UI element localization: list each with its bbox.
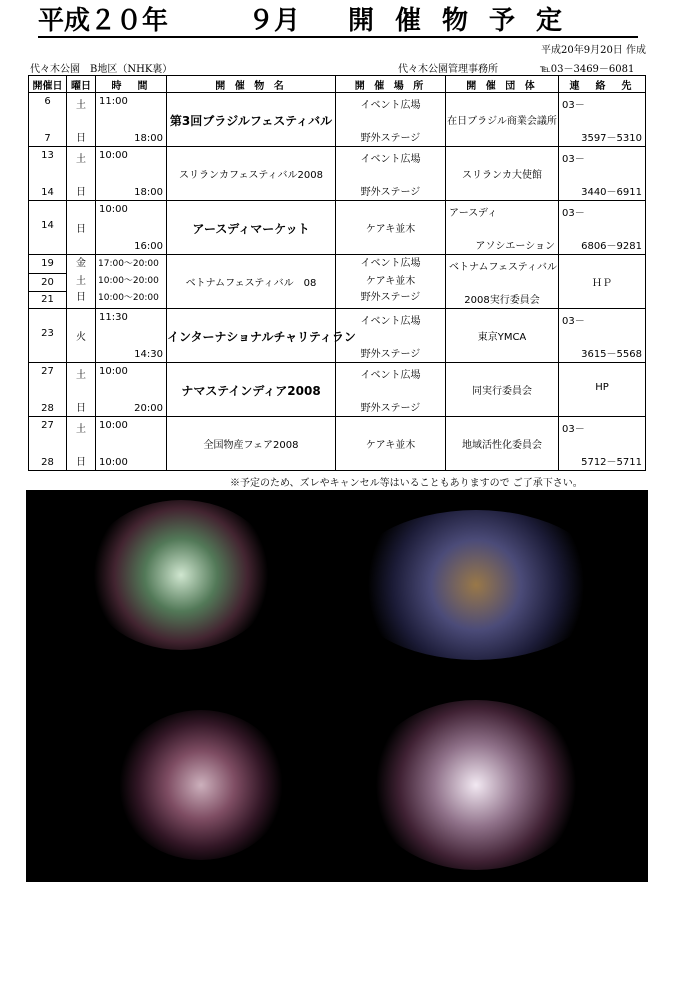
venue: 野外ステージ [360, 133, 421, 144]
table-row [29, 201, 646, 255]
time-range: 17:00～20:00 [98, 259, 159, 269]
contact-hp: ＨＰ [592, 278, 612, 289]
date: 20 [29, 274, 66, 292]
date-start: 27 [41, 366, 54, 377]
venue: ケアキ並木 [365, 224, 416, 235]
time-start: 10:00 [99, 204, 128, 215]
organizer: アースディ [449, 208, 498, 219]
organizer: 在日ブラジル商業会議所 [447, 116, 557, 127]
contact-prefix: 03－ [562, 208, 585, 219]
firework-burst-blue [346, 510, 606, 660]
title-label: 開催物予定 [348, 6, 584, 36]
park-name: 代々木公園 B地区（NHK裏） [30, 64, 173, 75]
time-start: 10:00 [99, 420, 128, 431]
weekday: 火 [76, 332, 86, 343]
column-header: 開 催 団 体 [446, 76, 559, 93]
office-name: 代々木公園管理事務所 [398, 64, 498, 75]
contact-number: 6806－9281 [581, 241, 642, 252]
table-header-row [29, 76, 646, 93]
contact-prefix: 03－ [562, 100, 585, 111]
date-end: 28 [41, 457, 54, 468]
event-name: スリランカフェスティバル2008 [179, 170, 323, 181]
date-end: 28 [41, 403, 54, 414]
date: 19 [29, 255, 66, 274]
title-era-year: 平成２０年 [38, 6, 169, 36]
page-title [38, 6, 638, 38]
contact-number: 5712－5711 [581, 457, 642, 468]
disclaimer-note: ※予定のため、ズレやキャンセル等はいることもありますので ご了承下さい。 [230, 478, 583, 489]
contact-hp: HP [595, 382, 609, 393]
time-end: 14:30 [134, 349, 163, 360]
venue: イベント広場 [360, 258, 421, 269]
organizer: ベトナムフェスティバル [449, 262, 557, 273]
event-name: ナマステインディア2008 [181, 384, 321, 398]
date: 14 [41, 220, 54, 231]
weekday: 金 [76, 258, 86, 269]
organizer: アソシエーション [475, 241, 555, 252]
weekday-end: 日 [76, 187, 86, 198]
date-end: 14 [41, 187, 54, 198]
event-name: ベトナムフェスティバル 08 [185, 278, 317, 289]
date: 21 [41, 294, 54, 305]
firework-burst-pink [116, 710, 286, 860]
venue: イベント広場 [360, 100, 421, 111]
event-name: インターナショナルチャリティラン [167, 330, 356, 344]
weekday-start: 土 [76, 154, 86, 165]
venue: イベント広場 [360, 370, 421, 381]
weekday-end: 日 [76, 403, 86, 414]
date-end: 7 [44, 133, 51, 144]
time-end: 20:00 [134, 403, 163, 414]
date: 23 [41, 328, 54, 339]
contact-prefix: 03－ [562, 316, 585, 327]
contact-number: 3597－5310 [581, 133, 642, 144]
table-row [29, 363, 646, 417]
office-phone: ℡03－3469－6081 [540, 64, 635, 75]
venue: 野外ステージ [360, 292, 421, 303]
event-name: 全国物産フェア2008 [203, 440, 299, 451]
firework-burst-white [366, 700, 586, 870]
table-row [29, 147, 646, 201]
venue: イベント広場 [360, 154, 421, 165]
organizer: 2008実行委員会 [464, 295, 540, 306]
venue: イベント広場 [360, 316, 421, 327]
column-header: 連 絡 先 [559, 76, 646, 93]
date-start: 27 [41, 420, 54, 431]
contact-prefix: 03－ [562, 424, 585, 435]
contact-number: 3615－5568 [581, 349, 642, 360]
organizer: 地域活性化委員会 [462, 440, 542, 451]
contact-number: 3440－6911 [581, 187, 642, 198]
weekday-start: 土 [76, 370, 86, 381]
time-end: 18:00 [134, 133, 163, 144]
column-header: 開催日 [29, 76, 67, 93]
time-start: 11:00 [99, 96, 128, 107]
time-end: 16:00 [134, 241, 163, 252]
table-row [29, 93, 646, 147]
organizer: 東京YMCA [477, 332, 527, 343]
venue: 野外ステージ [360, 349, 421, 360]
event-name: アースディマーケット [192, 222, 310, 236]
table-row [29, 255, 646, 309]
contact-prefix: 03－ [562, 154, 585, 165]
weekday-end: 日 [76, 133, 86, 144]
weekday: 日 [76, 224, 86, 235]
time-end: 18:00 [134, 187, 163, 198]
time-end: 10:00 [99, 457, 128, 468]
date-start: 6 [44, 96, 51, 107]
time-start: 11:30 [99, 312, 128, 323]
venue: 野外ステージ [360, 187, 421, 198]
venue: ケアキ並木 [365, 440, 416, 451]
column-header: 開 催 物 名 [167, 76, 336, 93]
title-month: ９月 [248, 6, 301, 36]
organizer: 同実行委員会 [472, 386, 532, 397]
column-header: 時 間 [96, 76, 167, 93]
weekday-start: 土 [76, 100, 86, 111]
organizer: スリランカ大使館 [462, 170, 542, 181]
weekday-end: 日 [76, 457, 86, 468]
column-header: 曜日 [67, 76, 96, 93]
weekday: 日 [76, 292, 86, 303]
table-row [29, 417, 646, 471]
subheader [28, 60, 645, 74]
table-row [29, 309, 646, 363]
event-name: 第3回ブラジルフェスティバル [169, 114, 333, 128]
time-start: 10:00 [99, 150, 128, 161]
date-start: 13 [41, 150, 54, 161]
time-start: 10:00 [99, 366, 128, 377]
time-range: 10:00～20:00 [98, 293, 159, 303]
weekday: 土 [76, 276, 86, 287]
venue: 野外ステージ [360, 403, 421, 414]
venue: ケアキ並木 [365, 276, 416, 287]
fireworks-photo [26, 490, 648, 882]
weekday-start: 土 [76, 424, 86, 435]
firework-burst-green [86, 500, 276, 650]
column-header: 開 催 場 所 [336, 76, 446, 93]
issue-date: 平成20年9月20日 作成 [541, 45, 646, 56]
time-range: 10:00～20:00 [98, 276, 159, 286]
schedule-table [28, 75, 646, 471]
